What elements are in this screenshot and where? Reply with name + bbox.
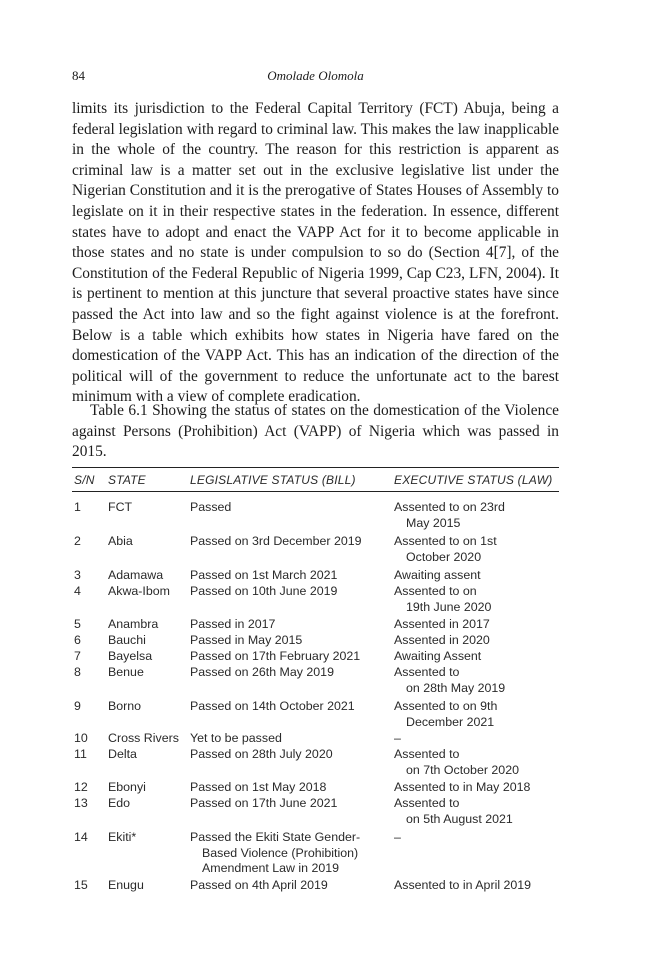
row-state: Cross Rivers	[108, 731, 179, 745]
row-executive-status	[394, 699, 497, 730]
row-executive-status	[394, 617, 490, 633]
column-header-sn: S/N	[74, 473, 95, 487]
row-executive-status	[394, 747, 519, 778]
executive-line: Assented to	[394, 665, 460, 679]
table-row	[72, 649, 559, 665]
row-executive-status	[394, 665, 505, 696]
status-table	[72, 467, 559, 896]
row-executive-status	[394, 534, 497, 565]
table-row	[72, 617, 559, 633]
legislative-line: Passed on 10th June 2019	[190, 584, 338, 598]
legislative-line: Passed on 1st March 2021	[190, 568, 338, 582]
executive-line: –	[394, 731, 401, 745]
row-state: Akwa-Ibom	[108, 584, 170, 598]
row-state: Adamawa	[108, 568, 164, 582]
executive-line: Assented to	[394, 796, 460, 810]
legislative-line: Passed in 2017	[190, 617, 276, 631]
row-sn: 12	[74, 780, 88, 794]
legislative-line: Passed on 1st May 2018	[190, 780, 327, 794]
executive-line: Awaiting Assent	[394, 649, 482, 663]
row-executive-status	[394, 830, 401, 846]
executive-line: 19th June 2020	[406, 599, 492, 614]
legislative-line: Based Violence (Prohibition)	[202, 845, 359, 860]
row-state: Borno	[108, 699, 142, 713]
legislative-line: Passed the Ekiti State Gender-	[190, 830, 361, 844]
table-row	[72, 699, 559, 731]
table-row	[72, 500, 559, 534]
executive-line: on 5th August 2021	[406, 811, 513, 826]
row-state: Edo	[108, 796, 131, 810]
row-sn: 3	[74, 568, 81, 582]
row-state: Bayelsa	[108, 649, 153, 663]
executive-line: on 7th October 2020	[406, 762, 519, 777]
row-executive-status	[394, 500, 505, 531]
legislative-line: Passed on 17th February 2021	[190, 649, 361, 663]
row-legislative-status	[190, 731, 282, 747]
row-state: Delta	[108, 747, 137, 761]
row-sn: 2	[74, 534, 81, 548]
row-legislative-status	[190, 568, 337, 584]
table-row	[72, 747, 559, 780]
executive-line: Assented to in May 2018	[394, 780, 531, 794]
table-row	[72, 568, 559, 584]
table-row	[72, 534, 559, 568]
row-legislative-status	[190, 830, 360, 877]
executive-line: –	[394, 830, 401, 844]
row-legislative-status	[190, 780, 326, 796]
row-sn: 4	[74, 584, 81, 598]
row-sn: 14	[74, 830, 88, 844]
table-row	[72, 878, 559, 896]
row-legislative-status	[190, 584, 337, 600]
executive-line: Assented to in April 2019	[394, 878, 532, 892]
row-state: Anambra	[108, 617, 159, 631]
row-executive-status	[394, 878, 531, 894]
row-state: Benue	[108, 665, 144, 679]
table-row	[72, 584, 559, 617]
table-header	[72, 468, 559, 491]
executive-line: Assented in 2017	[394, 617, 490, 631]
running-head: Omolade Olomola	[267, 68, 364, 83]
row-legislative-status	[190, 617, 275, 633]
row-sn: 7	[74, 649, 81, 663]
table-row	[72, 731, 559, 747]
table-row	[72, 633, 559, 649]
row-legislative-status	[190, 665, 334, 681]
table-row	[72, 796, 559, 830]
row-legislative-status	[190, 796, 337, 812]
executive-line: Assented to on 9th	[394, 699, 498, 713]
page-number: 84	[72, 68, 85, 83]
row-sn: 8	[74, 665, 81, 679]
table-row	[72, 780, 559, 796]
row-state: Enugu	[108, 878, 144, 892]
row-state: Ekiti*	[108, 830, 137, 844]
executive-line: Assented to on 23rd	[394, 500, 505, 514]
legislative-line: Passed on 14th October 2021	[190, 699, 355, 713]
table-row	[72, 830, 559, 878]
row-sn: 1	[74, 500, 81, 514]
executive-line: Assented to on 1st	[394, 534, 497, 548]
row-executive-status	[394, 780, 530, 796]
table-caption: Table 6.1 Showing the status of states on the domestication of the Violence against Persons (Prohibition) Act (VAPP) of Nigeria which was passed in 2015.	[72, 402, 559, 461]
row-legislative-status	[190, 747, 333, 763]
row-state: Ebonyi	[108, 780, 146, 794]
legislative-line: Amendment Law in 2019	[202, 861, 340, 876]
row-sn: 6	[74, 633, 81, 647]
executive-line: May 2015	[406, 515, 461, 530]
row-legislative-status	[190, 878, 328, 894]
row-sn: 10	[74, 731, 88, 745]
table-row	[72, 665, 559, 699]
executive-line: on 28th May 2019	[406, 680, 506, 695]
table-header-rule	[72, 491, 559, 492]
legislative-line: Passed on 4th April 2019	[190, 878, 328, 892]
row-legislative-status	[190, 649, 360, 665]
row-sn: 9	[74, 699, 81, 713]
executive-line: Assented in 2020	[394, 633, 490, 647]
executive-line: Awaiting assent	[394, 568, 481, 582]
body-paragraph: limits its jurisdiction to the Federal Capital Territory (FCT) Abuja, being a federal legislation with regard to criminal law. This makes the law inapplicable in the whole of the country. The reason for this restriction is apparent as criminal law is a matter set out in the exclusive legislative list under the Nigerian Constitution and it is the prerogative of States Houses of Assembly to legislate on it in their respective states in the federation. In essence, different states have to adopt and enact the VAPP Act for it to become applicable in those states and no state is under compulsion to so do (Section 4[7], of the Constitution of the Federal Republic of Nigeria 1999, Cap C23, LFN, 2004). It is pertinent to mention at this juncture that several proactive states have since passed the Act into law and so the fight against violence is at the forefront. Below is a table which exhibits how states in Nigeria have fared on the domestication of the VAPP Act. This has an indication of the direction of the political will of the government to reduce the unfortunate act to the barest minimum with a view of complete eradication.	[72, 100, 559, 406]
row-legislative-status	[190, 534, 362, 550]
legislative-line: Passed on 26th May 2019	[190, 665, 334, 679]
legislative-line: Passed on 17th June 2021	[190, 796, 338, 810]
legislative-line: Passed on 28th July 2020	[190, 747, 333, 761]
row-sn: 5	[74, 617, 81, 631]
column-header-executive: EXECUTIVE STATUS (LAW)	[394, 473, 553, 487]
row-executive-status	[394, 568, 481, 584]
column-header-legislative: LEGISLATIVE STATUS (BILL)	[190, 473, 356, 487]
row-legislative-status	[190, 699, 355, 715]
executive-line: October 2020	[406, 549, 482, 564]
row-legislative-status	[190, 633, 302, 649]
row-state: Abia	[108, 534, 133, 548]
row-executive-status	[394, 731, 401, 747]
row-sn: 13	[74, 796, 88, 810]
table-body	[72, 500, 559, 896]
legislative-line: Yet to be passed	[190, 731, 282, 745]
row-executive-status	[394, 633, 490, 649]
legislative-line: Passed	[190, 500, 232, 514]
row-sn: 11	[74, 747, 87, 761]
executive-line: December 2021	[406, 714, 495, 729]
row-state: FCT	[108, 500, 133, 514]
row-executive-status	[394, 584, 491, 615]
executive-line: Assented to on	[394, 584, 477, 598]
legislative-line: Passed in May 2015	[190, 633, 303, 647]
row-sn: 15	[74, 878, 88, 892]
row-legislative-status	[190, 500, 231, 516]
row-executive-status	[394, 649, 481, 665]
row-executive-status	[394, 796, 513, 827]
row-state: Bauchi	[108, 633, 146, 647]
legislative-line: Passed on 3rd December 2019	[190, 534, 362, 548]
executive-line: Assented to	[394, 747, 460, 761]
column-header-state: STATE	[108, 473, 146, 487]
